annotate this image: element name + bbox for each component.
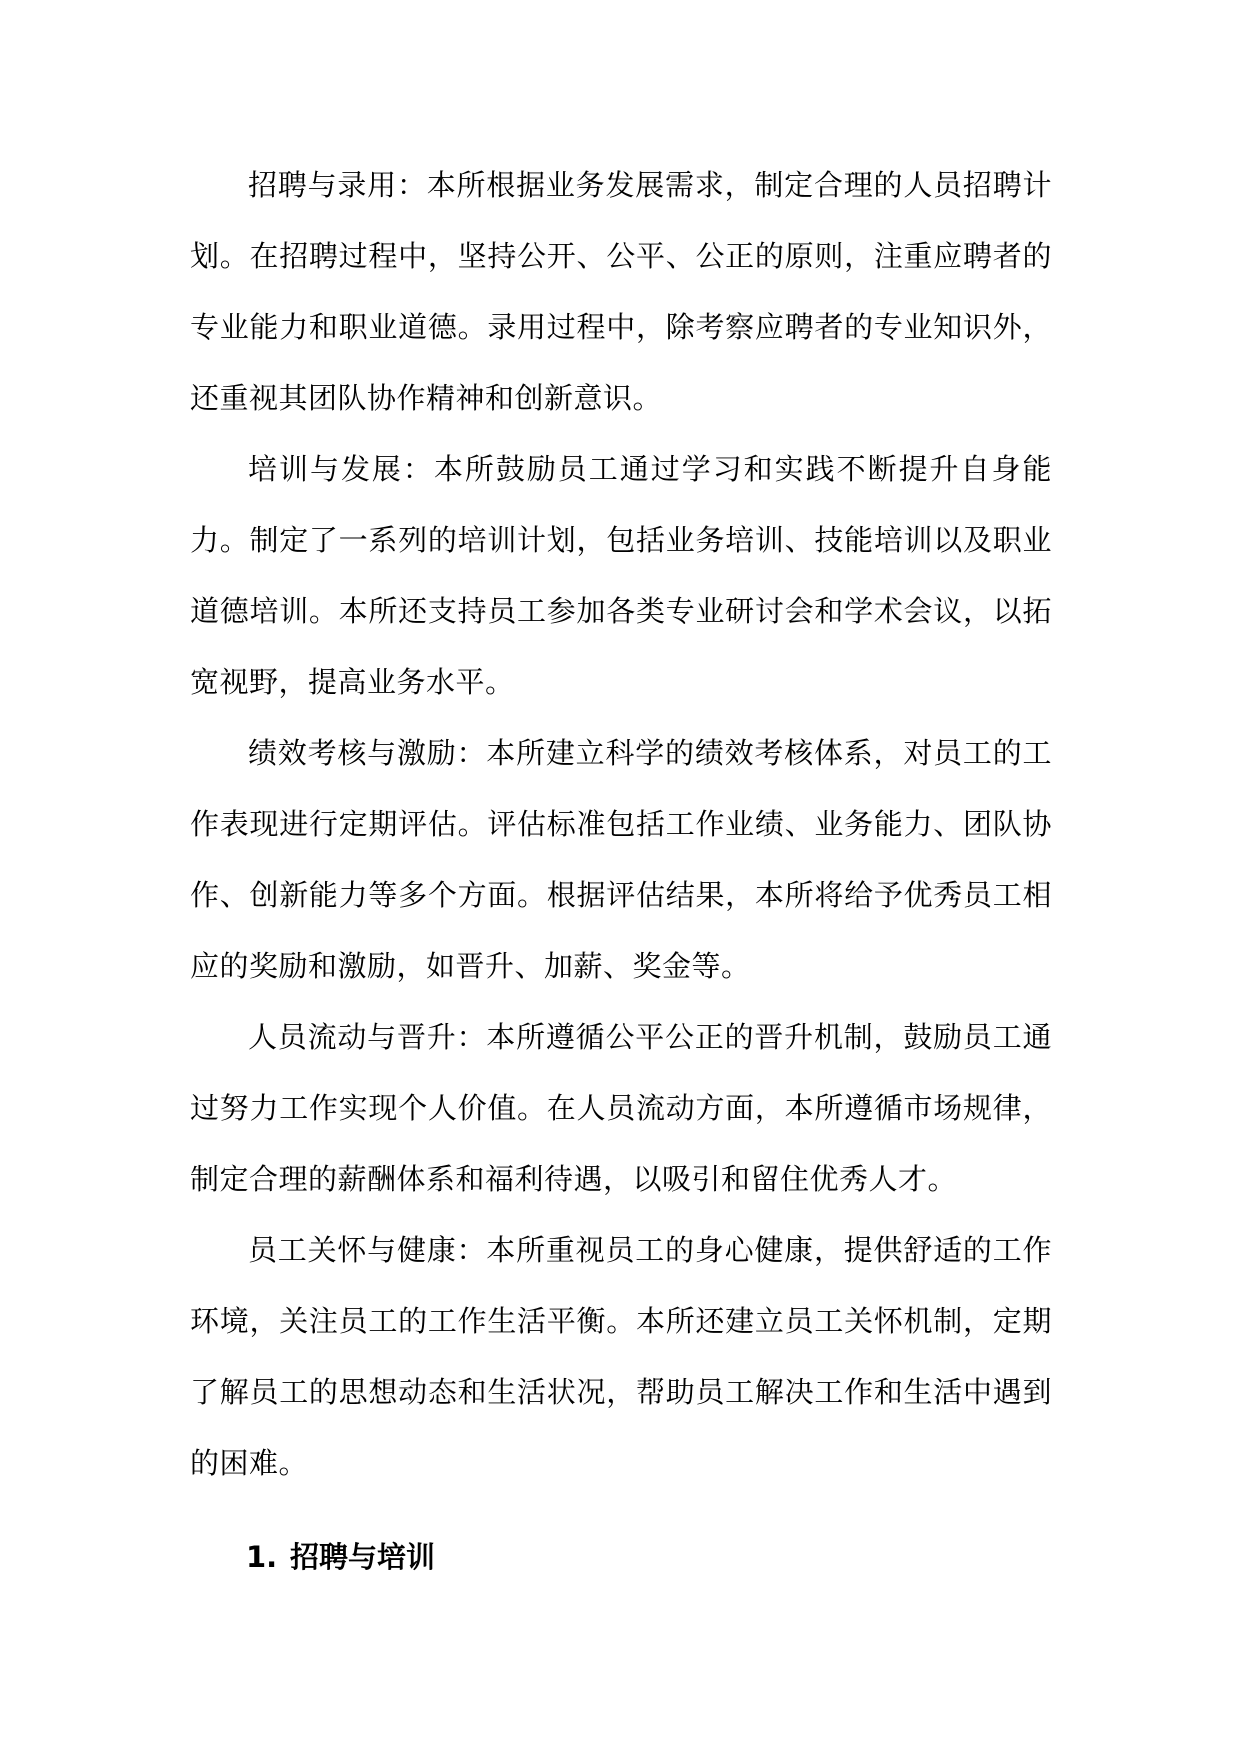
paragraph-training: 培训与发展：本所鼓励员工通过学习和实践不断提升自身能力。制定了一系列的培训计划，包括业务培训、技能培训以及职业道德培训。本所还支持员工参加各类专业研讨会和学术会议，以拓宽视野，提高业务水平。 — [190, 452, 1052, 699]
paragraph-promotion: 人员流动与晋升：本所遵循公平公正的晋升机制，鼓励员工通过努力工作实现个人价值。在人员流动方面，本所遵循市场规律，制定合理的薪酬体系和福利待遇，以吸引和留住优秀人才。 — [190, 1020, 1052, 1196]
section-heading — [246, 1537, 435, 1577]
paragraph-recruitment: 招聘与录用：本所根据业务发展需求，制定合理的人员招聘计划。在招聘过程中，坚持公开、公平、公正的原则，注重应聘者的专业能力和职业道德。录用过程中，除考察应聘者的专业知识外，还重视其团队协作精神和创新意识。 — [190, 168, 1052, 415]
paragraph-care: 员工关怀与健康：本所重视员工的身心健康，提供舒适的工作环境，关注员工的工作生活平衡。本所还建立员工关怀机制，定期了解员工的思想动态和生活状况，帮助员工解决工作和生活中遇到的困难。 — [190, 1233, 1052, 1480]
section-number: 1. — [246, 1540, 278, 1574]
document-body — [190, 150, 1052, 1499]
section-title: 招聘与培训 — [290, 1540, 436, 1574]
paragraph-performance: 绩效考核与激励：本所建立科学的绩效考核体系，对员工的工作表现进行定期评估。评估标准包括工作业绩、业务能力、团队协作、创新能力等多个方面。根据评估结果，本所将给予优秀员工相应的奖励和激励，如晋升、加薪、奖金等。 — [190, 736, 1052, 983]
